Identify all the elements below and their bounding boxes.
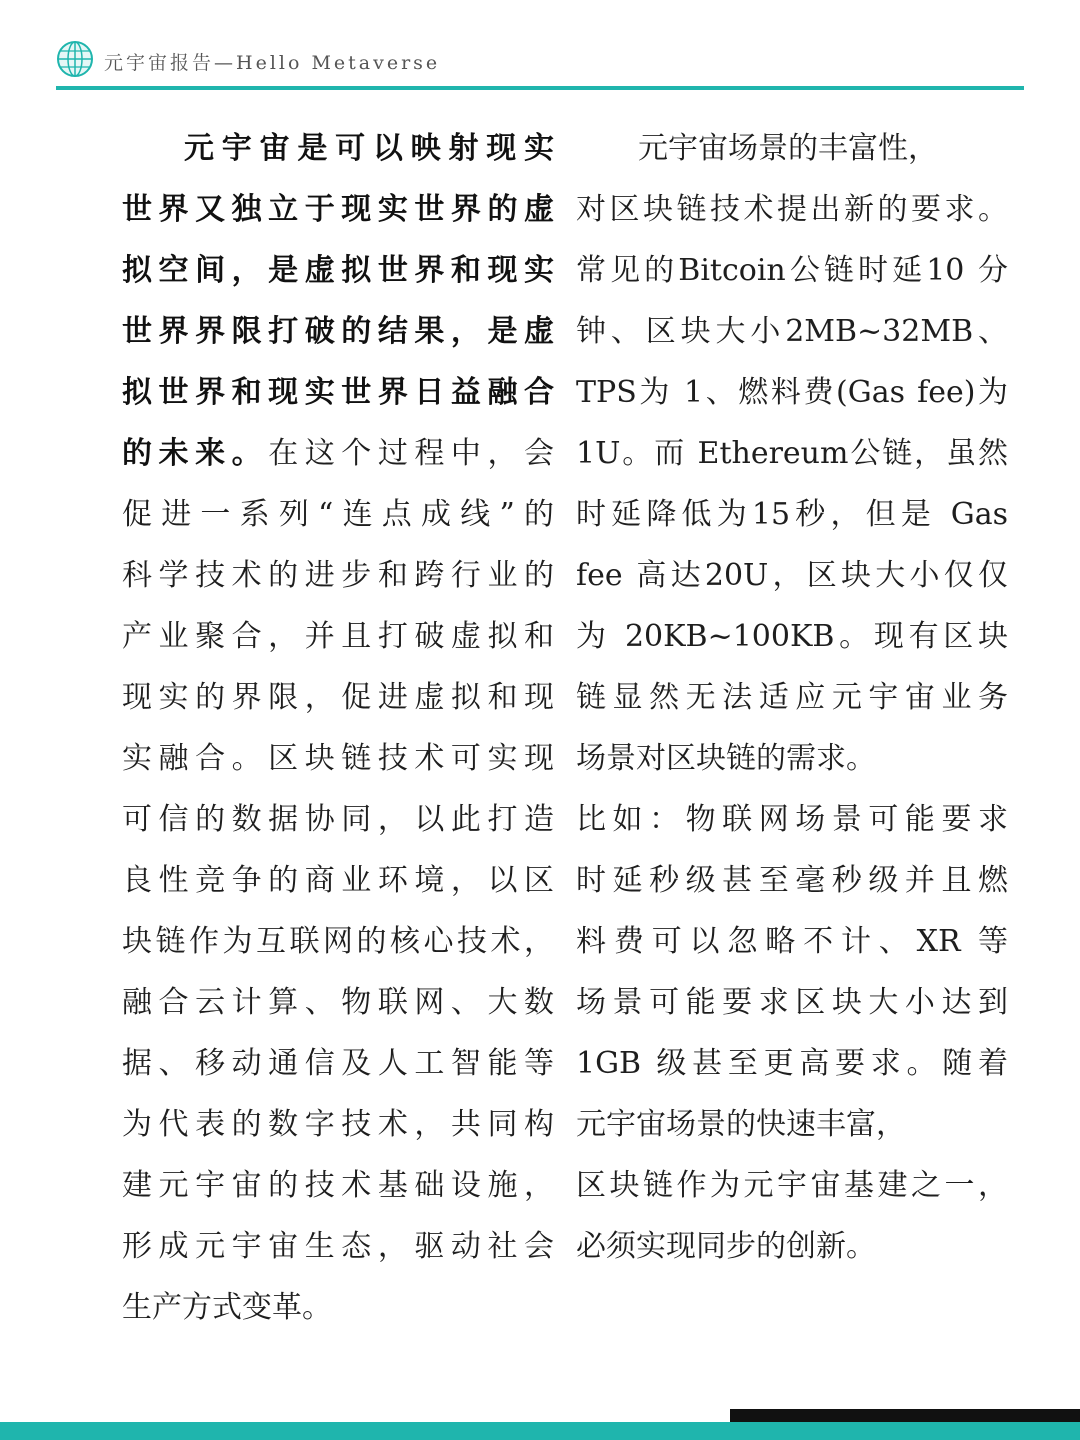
text-line [122,911,554,972]
text-line [122,179,554,240]
text-line-content: 建元宇宙的技术基础设施， [122,1168,554,1203]
text-line-content: 实融合。区块链技术可实现 [122,741,554,776]
text-line [576,1216,1008,1277]
text-line-content: 块链作为互联网的核心技术， [122,924,554,959]
text-line [122,850,554,911]
text-line-content: 时延秒级甚至毫秒级并且燃 [576,863,1008,898]
text-line [576,301,1008,362]
text-line-content: 世界界限打破的结果，是虚 [122,314,554,349]
right-text-column [576,118,1008,1277]
text-line-content: 据、移动通信及人工智能等 [122,1046,554,1081]
text-line [576,484,1008,545]
text-line-content: 时延降低为15秒，但是 Gas [576,497,1008,532]
text-line-content: 比如：物联网场景可能要求 [576,802,1008,837]
text-line [122,606,554,667]
text-line-content: 生产方式变革。 [122,1290,332,1325]
text-line [122,118,554,179]
text-line [576,728,1008,789]
text-line-content: 世界又独立于现实世界的虚 [122,192,554,227]
text-line-content: 场景对区块链的需求。 [576,741,876,776]
text-line [122,362,554,423]
text-line [122,1277,554,1338]
text-line [576,545,1008,606]
text-line-content: 科学技术的进步和跨行业的 [122,558,554,593]
text-line-content: 现实的界限，促进虚拟和现 [122,680,554,715]
text-line-content: 对区块链技术提出新的要求。 [576,192,1008,227]
text-line-content: 元宇宙场景的快速丰富， [576,1107,906,1142]
text-line-tail: 在这个过程中，会 [268,436,555,471]
text-line [576,362,1008,423]
text-line [576,240,1008,301]
text-line [122,1216,554,1277]
text-line-content: 区块链作为元宇宙基建之一， [576,1168,1008,1203]
text-line [576,1033,1008,1094]
text-line-content: 场景可能要求区块大小达到 [576,985,1008,1020]
text-line-content: 钟、区块大小2MB~32MB、 [576,314,1008,349]
text-line-content: 元宇宙场景的丰富性， [638,131,938,166]
text-line [576,1094,1008,1155]
text-line [122,667,554,728]
text-line [122,423,554,484]
text-line [122,545,554,606]
text-line-content: fee 高达20U，区块大小仅仅 [576,558,1008,593]
text-line-content: 促进一系列“连点成线”的 [122,497,554,532]
text-line-content: 1GB 级甚至更高要求。随着 [576,1046,1008,1081]
text-line [122,972,554,1033]
footer-accent-bar [0,1422,1080,1440]
left-text-column [122,118,554,1338]
footer-dark-bar [730,1409,1080,1423]
text-line-content: 产业聚合，并且打破虚拟和 [122,619,554,654]
text-line [576,1155,1008,1216]
text-line [122,301,554,362]
text-line [576,179,1008,240]
text-line [122,789,554,850]
text-line [576,850,1008,911]
text-line [122,1094,554,1155]
text-line-content: 料费可以忽略不计、XR 等 [576,924,1008,959]
text-line [122,728,554,789]
text-line [576,118,1008,179]
text-line-content: 1U。而 Ethereum公链，虽然 [576,436,1008,471]
text-line-content: TPS为 1、燃料费(Gas fee)为 [576,375,1008,410]
text-line [122,1155,554,1216]
globe-icon [56,40,94,78]
text-line-content: 拟空间，是虚拟世界和现实 [122,253,554,288]
text-line-content: 必须实现同步的创新。 [576,1229,876,1264]
header-divider [56,86,1024,90]
text-line-content: 的未来。 [122,436,269,471]
text-line-content: 可信的数据协同，以此打造 [122,802,554,837]
text-line [576,789,1008,850]
text-line-content: 良性竞争的商业环境，以区 [122,863,554,898]
text-line-content: 为 20KB~100KB。现有区块 [576,619,1008,654]
header-title: 元宇宙报告—Hello Metaverse [104,52,441,74]
text-line [576,606,1008,667]
text-line [576,667,1008,728]
text-line-content: 为代表的数字技术，共同构 [122,1107,554,1142]
page-header [56,40,1024,80]
text-line [576,911,1008,972]
text-line-content: 拟世界和现实世界日益融合 [122,375,554,410]
text-line [122,240,554,301]
text-line [576,423,1008,484]
text-line-content: 链显然无法适应元宇宙业务 [576,680,1008,715]
text-line-content: 常见的Bitcoin公链时延10 分 [576,253,1008,288]
text-line-content: 形成元宇宙生态，驱动社会 [122,1229,554,1264]
text-line-content: 元宇宙是可以映射现实 [184,131,554,166]
text-line-content: 融合云计算、物联网、大数 [122,985,554,1020]
text-line [122,484,554,545]
text-line [122,1033,554,1094]
text-line [576,972,1008,1033]
